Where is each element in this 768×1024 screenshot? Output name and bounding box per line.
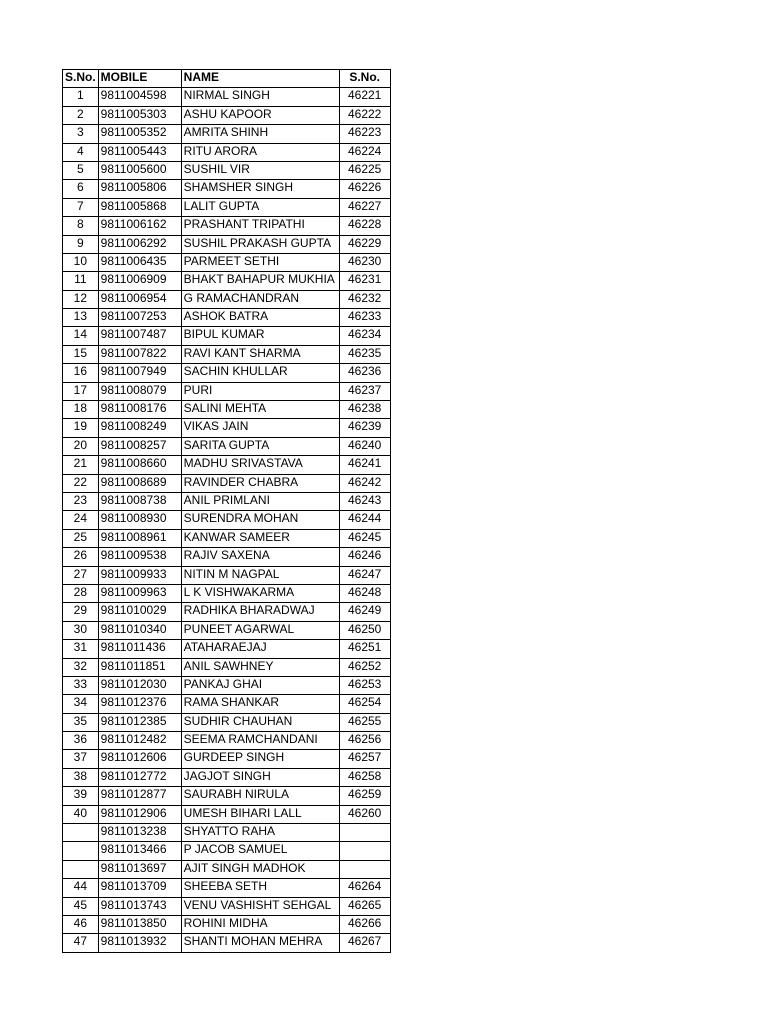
row-mobile: 9811007487 [98,327,181,345]
row-name: SHAMSHER SINGH [181,180,339,198]
row-name: RITU ARORA [181,143,339,161]
row-serial-number: 34 [63,695,99,713]
table-row [63,180,391,198]
row-name: JAGJOT SINGH [181,768,339,786]
row-serial-number: 35 [63,713,99,731]
row-code: 46254 [339,695,390,713]
row-code: 46223 [339,125,390,143]
row-serial-number: 14 [63,327,99,345]
row-mobile: 9811008176 [98,401,181,419]
row-serial-number: 10 [63,253,99,271]
row-code: 46250 [339,621,390,639]
row-code [339,842,390,860]
row-serial-number: 12 [63,290,99,308]
row-mobile: 9811011436 [98,640,181,658]
row-code: 46246 [339,548,390,566]
row-name: SUDHIR CHAUHAN [181,713,339,731]
row-name: SHANTI MOHAN MEHRA [181,934,339,952]
row-name: SURENDRA MOHAN [181,511,339,529]
row-name: BHAKT BAHAPUR MUKHIA [181,272,339,290]
row-code: 46231 [339,272,390,290]
row-mobile: 9811013743 [98,897,181,915]
table-row [63,106,391,124]
row-serial-number: 18 [63,401,99,419]
row-mobile: 9811008738 [98,492,181,510]
row-mobile: 9811005303 [98,106,181,124]
row-code: 46252 [339,658,390,676]
table-row [63,732,391,750]
row-name: SAURABH NIRULA [181,787,339,805]
row-code: 46227 [339,198,390,216]
row-mobile: 9811005352 [98,125,181,143]
row-serial-number: 31 [63,640,99,658]
row-name: SUSHIL VIR [181,161,339,179]
table-row [63,309,391,327]
table-row [63,658,391,676]
row-serial-number: 38 [63,768,99,786]
row-mobile: 9811011851 [98,658,181,676]
row-serial-number: 7 [63,198,99,216]
row-serial-number: 17 [63,382,99,400]
header-row [63,70,391,88]
row-mobile: 9811008249 [98,419,181,437]
row-code: 46236 [339,364,390,382]
row-code: 46260 [339,805,390,823]
row-name: RAVINDER CHABRA [181,474,339,492]
row-serial-number [63,824,99,842]
row-serial-number: 9 [63,235,99,253]
table-row [63,915,391,933]
row-serial-number: 2 [63,106,99,124]
row-code: 46240 [339,437,390,455]
row-name: ATAHARAEJAJ [181,640,339,658]
row-mobile: 9811007253 [98,309,181,327]
row-name: RAJIV SAXENA [181,548,339,566]
row-serial-number: 21 [63,456,99,474]
table-row [63,401,391,419]
row-code: 46247 [339,566,390,584]
row-name: RAMA SHANKAR [181,695,339,713]
row-name: SALINI MEHTA [181,401,339,419]
row-name: AMRITA SHINH [181,125,339,143]
row-name: SACHIN KHULLAR [181,364,339,382]
row-name: PANKAJ GHAI [181,676,339,694]
row-serial-number: 22 [63,474,99,492]
row-code: 46265 [339,897,390,915]
header-name: NAME [181,70,339,88]
row-mobile: 9811009538 [98,548,181,566]
row-serial-number: 24 [63,511,99,529]
table-row [63,125,391,143]
row-name: ASHU KAPOOR [181,106,339,124]
row-name: ANIL SAWHNEY [181,658,339,676]
row-mobile: 9811006909 [98,272,181,290]
row-name: ANIL PRIMLANI [181,492,339,510]
table-row [63,621,391,639]
row-mobile: 9811012385 [98,713,181,731]
table-row [63,842,391,860]
row-name: UMESH BIHARI LALL [181,805,339,823]
table-row [63,511,391,529]
row-serial-number: 39 [63,787,99,805]
row-mobile: 9811005443 [98,143,181,161]
row-mobile: 9811007822 [98,345,181,363]
row-serial-number: 25 [63,529,99,547]
row-serial-number: 47 [63,934,99,952]
row-mobile: 9811010340 [98,621,181,639]
table-row [63,640,391,658]
header-code: S.No. [339,70,390,88]
row-mobile: 9811008660 [98,456,181,474]
row-code: 46267 [339,934,390,952]
row-name: RADHIKA BHARADWAJ [181,603,339,621]
row-code: 46234 [339,327,390,345]
row-mobile: 9811013932 [98,934,181,952]
contact-table [62,69,391,953]
row-serial-number: 44 [63,879,99,897]
row-serial-number: 37 [63,750,99,768]
table-row [63,253,391,271]
table-row [63,548,391,566]
table-row [63,419,391,437]
row-serial-number: 45 [63,897,99,915]
row-name: PARMEET SETHI [181,253,339,271]
row-code: 46245 [339,529,390,547]
row-mobile: 9811010029 [98,603,181,621]
row-mobile: 9811006292 [98,235,181,253]
row-code: 46258 [339,768,390,786]
row-code: 46251 [339,640,390,658]
row-name: RAVI KANT SHARMA [181,345,339,363]
row-name: LALIT GUPTA [181,198,339,216]
table-row [63,345,391,363]
row-name: BIPUL KUMAR [181,327,339,345]
row-code: 46239 [339,419,390,437]
row-serial-number: 15 [63,345,99,363]
table-row [63,88,391,106]
table-row [63,805,391,823]
row-serial-number: 16 [63,364,99,382]
row-name: PRASHANT TRIPATHI [181,217,339,235]
row-serial-number: 6 [63,180,99,198]
row-serial-number: 32 [63,658,99,676]
row-serial-number: 8 [63,217,99,235]
row-code: 46243 [339,492,390,510]
table-row [63,364,391,382]
row-code [339,860,390,878]
row-mobile: 9811013466 [98,842,181,860]
row-mobile: 9811013697 [98,860,181,878]
row-code: 46264 [339,879,390,897]
table-row [63,382,391,400]
row-serial-number: 13 [63,309,99,327]
row-code: 46222 [339,106,390,124]
table-row [63,474,391,492]
row-name: PUNEET AGARWAL [181,621,339,639]
row-code: 46242 [339,474,390,492]
row-name: PURI [181,382,339,400]
row-mobile: 9811012606 [98,750,181,768]
row-code: 46259 [339,787,390,805]
table-row [63,235,391,253]
row-name: AJIT SINGH MADHOK [181,860,339,878]
row-mobile: 9811009963 [98,584,181,602]
row-code: 46249 [339,603,390,621]
row-code: 46235 [339,345,390,363]
table-row [63,272,391,290]
table-row [63,603,391,621]
table-row [63,456,391,474]
row-code: 46224 [339,143,390,161]
table-row [63,492,391,510]
table-row [63,879,391,897]
row-code: 46248 [339,584,390,602]
table-row [63,897,391,915]
table-row [63,934,391,952]
row-mobile: 9811007949 [98,364,181,382]
row-mobile: 9811006954 [98,290,181,308]
row-mobile: 9811008689 [98,474,181,492]
row-code: 46230 [339,253,390,271]
table-row [63,768,391,786]
row-serial-number: 26 [63,548,99,566]
row-name: SHYATTO RAHA [181,824,339,842]
table-row [63,695,391,713]
table-row [63,860,391,878]
table-row [63,437,391,455]
row-name: GURDEEP SINGH [181,750,339,768]
row-name: L K VISHWAKARMA [181,584,339,602]
row-mobile: 9811012482 [98,732,181,750]
row-code [339,824,390,842]
table-row [63,566,391,584]
table-row [63,217,391,235]
header-serial-number: S.No. [63,70,99,88]
row-serial-number: 20 [63,437,99,455]
row-mobile: 9811008961 [98,529,181,547]
row-mobile: 9811013238 [98,824,181,842]
table-row [63,676,391,694]
table-row [63,787,391,805]
row-name: ROHINI MIDHA [181,915,339,933]
row-code: 46228 [339,217,390,235]
row-mobile: 9811006162 [98,217,181,235]
table-row [63,290,391,308]
row-code: 46253 [339,676,390,694]
row-code: 46241 [339,456,390,474]
row-mobile: 9811012030 [98,676,181,694]
table-row [63,529,391,547]
row-code: 46226 [339,180,390,198]
row-name: NIRMAL SINGH [181,88,339,106]
row-mobile: 9811005868 [98,198,181,216]
table-row [63,750,391,768]
row-serial-number: 36 [63,732,99,750]
table-row [63,198,391,216]
table-row [63,584,391,602]
row-name: ASHOK BATRA [181,309,339,327]
row-mobile: 9811008930 [98,511,181,529]
row-serial-number: 27 [63,566,99,584]
row-code: 46256 [339,732,390,750]
row-mobile: 9811013709 [98,879,181,897]
row-mobile: 9811012906 [98,805,181,823]
row-code: 46266 [339,915,390,933]
row-serial-number: 19 [63,419,99,437]
row-mobile: 9811005600 [98,161,181,179]
table-row [63,161,391,179]
row-code: 46221 [339,88,390,106]
row-serial-number: 40 [63,805,99,823]
table-row [63,824,391,842]
row-serial-number: 4 [63,143,99,161]
row-name: SHEEBA SETH [181,879,339,897]
row-mobile: 9811006435 [98,253,181,271]
row-serial-number: 3 [63,125,99,143]
row-code: 46257 [339,750,390,768]
row-code: 46238 [339,401,390,419]
row-serial-number: 28 [63,584,99,602]
row-code: 46225 [339,161,390,179]
row-code: 46233 [339,309,390,327]
row-name: MADHU SRIVASTAVA [181,456,339,474]
row-name: SARITA GUPTA [181,437,339,455]
row-serial-number: 5 [63,161,99,179]
row-mobile: 9811005806 [98,180,181,198]
row-mobile: 9811013850 [98,915,181,933]
row-code: 46237 [339,382,390,400]
row-serial-number: 29 [63,603,99,621]
row-name: KANWAR SAMEER [181,529,339,547]
row-code: 46255 [339,713,390,731]
row-code: 46244 [339,511,390,529]
row-mobile: 9811012772 [98,768,181,786]
row-name: SEEMA RAMCHANDANI [181,732,339,750]
row-name: VENU VASHISHT SEHGAL [181,897,339,915]
row-serial-number: 46 [63,915,99,933]
row-name: NITIN M NAGPAL [181,566,339,584]
row-code: 46229 [339,235,390,253]
row-serial-number: 11 [63,272,99,290]
row-mobile: 9811004598 [98,88,181,106]
row-name: G RAMACHANDRAN [181,290,339,308]
row-mobile: 9811008079 [98,382,181,400]
row-name: VIKAS JAIN [181,419,339,437]
row-serial-number: 23 [63,492,99,510]
row-serial-number: 1 [63,88,99,106]
row-code: 46232 [339,290,390,308]
row-mobile: 9811012376 [98,695,181,713]
row-serial-number [63,842,99,860]
row-serial-number [63,860,99,878]
row-mobile: 9811012877 [98,787,181,805]
row-serial-number: 30 [63,621,99,639]
table-row [63,713,391,731]
row-serial-number: 33 [63,676,99,694]
row-mobile: 9811008257 [98,437,181,455]
row-mobile: 9811009933 [98,566,181,584]
table-row [63,143,391,161]
row-name: SUSHIL PRAKASH GUPTA [181,235,339,253]
header-mobile: MOBILE [98,70,181,88]
row-name: P JACOB SAMUEL [181,842,339,860]
table-row [63,327,391,345]
